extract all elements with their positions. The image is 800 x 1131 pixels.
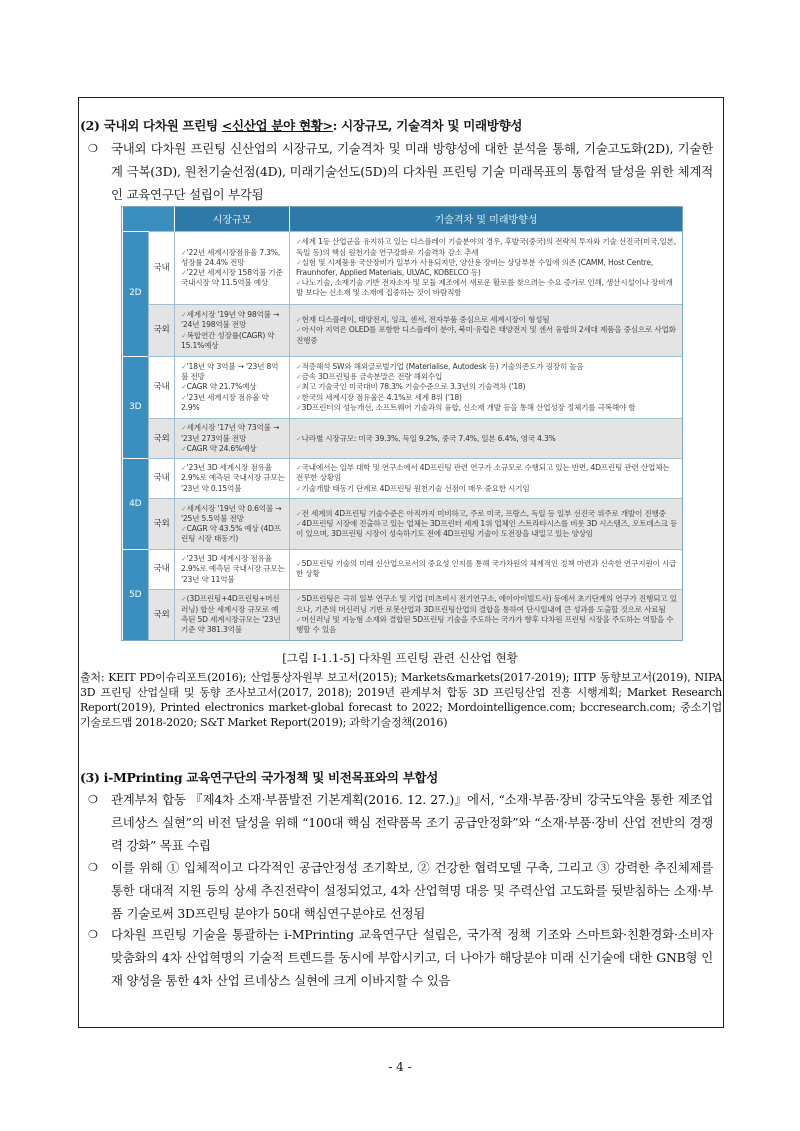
header-tech: 기술격차 및 미래방향성	[290, 207, 683, 231]
table-row	[123, 231, 683, 305]
tech-cell	[290, 231, 683, 305]
market-cell	[175, 459, 290, 499]
tech-cell	[290, 589, 683, 640]
dimension-label: 3D	[123, 356, 149, 458]
header-market: 시장규모	[175, 207, 290, 231]
dimension-label: 5D	[123, 550, 149, 640]
tech-item: ✓ 머신러닝 및 지능형 소재와 결합된 5D프린팅 기술을 주도하는 국가가 향후 다차원 프린팅 시장을 주도하는 역할을 수행할 수 있음	[296, 615, 678, 635]
region-label: 국외	[149, 498, 175, 549]
table-row	[123, 356, 683, 419]
market-cell	[175, 419, 290, 459]
tech-cell	[290, 459, 683, 499]
figure-source: 출처: KEIT PD이슈리포트(2016); 산업통상자원부 보고서(2015); Markets&markets(2017-2019); IITP 동향보고서(2019), NIPA 3D 프린팅 산업실태 및 동향 조사보고서(2017, 2018); 2019년 관계부처 합동 3D 프린팅산업 진흥 시행계획; Market Research Report(2019), Printed electronics market-global forecast to 2022; Mordointelligence.com; bccresearch.com; 중소기업 기술로드맵 2018-2020; S&T Market Report(2019); 과학기술정책(2016)	[80, 671, 722, 729]
tech-item: ✓ 세계 1등 산업군을 유지하고 있는 디스플레이 기술분야의 경우, 후발국(중국)의 전략적 투자와 기술 선진국(미국,일본,독일 등)의 핵심 원천기술 연구강화로 기술격차 감소 추세	[296, 237, 678, 257]
tech-item: ✓ 적층해석 SW와 해외글로벌기업 (Materialise, Autodesk 등) 기술의존도가 굉장히 높음	[296, 362, 678, 372]
region-label: 국외	[149, 589, 175, 640]
table-row	[123, 589, 683, 640]
region-label: 국내	[149, 550, 175, 590]
tech-item: ✓ 5D프린팅은 극히 일부 연구소 및 기업 (미츠비시 전기연구소, 에이아이빌드사) 등에서 초기단계의 연구가 진행되고 있으나, 기존의 머신러닝 기반 로봇산업과 3D프린팅산업의 결합을 통하여 단시일내에 큰 성과를 도출할 것으로 사료됨	[296, 594, 678, 614]
tech-item: ✓ 금속 3D프린팅용 금속분말은 전량 해외수입	[296, 372, 678, 382]
section2-bullet-text: 국내외 다차원 프린팅 신산업의 시장규모, 기술격차 및 미래 방향성에 대한 분석을 통해, 기술고도화(2D), 기술한계 극복(3D), 원천기술선점(4D), 미래기술선도(5D)의 다차원 프린팅 기술 미래목표의 통합적 달성을 위한 체계적인 교육연구단 설립이 부각됨	[111, 141, 713, 202]
market-item: ✓ CAGR 약 24.6%예상	[181, 444, 285, 454]
table-row	[123, 459, 683, 499]
market-item: ✓ '23년 3D 세계시장 점유율 2.9%로 예측된 국내시장 규모는 '23년 약 11억불	[181, 554, 285, 585]
table-header-row	[123, 207, 683, 231]
market-item: ✓ '22년 세계시장점유율 7.3%, 성장률 24.4% 전망	[181, 248, 285, 268]
section2-heading	[80, 116, 522, 134]
region-label: 국내	[149, 459, 175, 499]
market-cell	[175, 356, 290, 419]
bullet-marker: ❍	[88, 928, 98, 941]
market-cell	[175, 498, 290, 549]
header-corner	[123, 207, 175, 231]
tech-item: ✓ 4D프린팅 시장에 진출하고 있는 업체는 3D프린터 세계 1위 업체인 스트라타시스를 비롯 3D 시스템즈, 오토데스크 등이 있으며, 3D프린팅 시장이 성숙하기도 전에 4D프린팅 기술이 도전장을 내밀고 있는 양상임	[296, 519, 678, 539]
tech-cell	[290, 356, 683, 419]
market-cell	[175, 231, 290, 305]
tech-item: ✓ 아시아 지역은 OLED를 포함한 디스플레이 분야, 북미·유럽은 태양전지 및 센서 융합의 2세대 제품을 중심으로 사업화 진행중	[296, 325, 678, 345]
tech-item: ✓ 기술개발 태동기 단계로 4D프린팅 원천기술 선점이 매우 중요한 시기임	[296, 484, 678, 494]
section2-heading-underlined: <신산업 분야 현황>	[221, 118, 333, 133]
industry-status-table	[122, 207, 682, 640]
region-label: 국내	[149, 231, 175, 305]
region-label: 국외	[149, 419, 175, 459]
market-cell	[175, 305, 290, 356]
industry-status-figure	[121, 206, 683, 641]
market-cell	[175, 550, 290, 590]
page-number: - 4 -	[388, 1060, 412, 1074]
section3-bullet-text: 다차원 프린팅 기술을 통괄하는 i-MPrinting 교육연구단 설립은, 국가적 정책 기조와 스마트화·친환경화·소비자 맞춤화의 4차 산업혁명의 기술적 트렌드를 동시에 부합시키고, 더 나아가 해당분야 미래 신기술에 대한 GNB형 인재 양성을 통한 4차 산업 르네상스 실현에 크게 이바지할 수 있음	[111, 927, 713, 988]
market-cell	[175, 589, 290, 640]
section2-bullet	[88, 137, 713, 206]
market-item: ✓ CAGR 약 21.7%예상	[181, 382, 285, 392]
section3-bullet-text: 이를 위해 ① 입체적이고 다각적인 공급안정성 조기확보, ② 건강한 협력모델 구축, 그리고 ③ 강력한 추진체제를 통한 대대적 지원 등의 상세 추진전략이 설정되었고, 4차 산업혁명 대응 및 주력산업 고도화를 뒷받침하는 소재·부품 기술로써 3D프린팅 분야가 50대 핵심연구분야로 선정됨	[111, 860, 713, 921]
dimension-label: 4D	[123, 459, 149, 550]
region-label: 국내	[149, 356, 175, 419]
market-item: ✓ '18년 약 3억불 → '23년 8억불 전망	[181, 362, 285, 382]
section3-bullet-text: 관계부처 합동 『제4차 소재·부품발전 기본계획(2016. 12. 27.)』에서, “소재·부품·장비 강국도약을 통한 제조업 르네상스 실현”의 비전 달성을 위해 “100대 핵심 전략품목 조기 공급안정화”와 “소재·부품·장비 산업 전반의 경쟁력 강화” 목표 수립	[111, 792, 713, 853]
market-item: ✓ 복합연간 성장률(CAGR) 약 15.1%예상	[181, 331, 285, 351]
tech-item: ✓ 나노기술, 소재기술 기반 전자소자 및 모듈 제조에서 새로운 활로를 찾으려는 수요 증가로 인해, 생산시설이나 장비개발 보다는 신소재 및 소재에 집중하는 것이 바람직함	[296, 278, 678, 298]
table-row	[123, 550, 683, 590]
market-item: ✓ '23년 세계시장 점유율 약 2.9%	[181, 393, 285, 413]
bullet-marker: ❍	[88, 861, 98, 874]
section3-bullet-2	[88, 856, 713, 925]
section3-heading: (3) i-MPrinting 교육연구단의 국가정책 및 비전목표와의 부합성	[80, 770, 439, 785]
section2-heading-prefix: (2) 국내외 다차원 프린팅	[80, 118, 222, 133]
section3-bullet-1	[88, 788, 713, 857]
tech-cell	[290, 550, 683, 590]
market-item: ✓ (3D프린팅+4D프린팅+머신러닝) 합산 세계시장 규모로 예측된 5D 세계시장규모는 '23년 기준 약 381.3억불	[181, 594, 285, 635]
tech-item: ✓ 전 세계의 4D프린팅 기술수준은 아직까지 미비하고, 주로 미국, 프랑스, 독일 등 일부 선진국 위주로 개발이 진행중	[296, 509, 678, 519]
tech-item: ✓ 5D프린팅 기술의 미래 신산업으로서의 중요성 인지를 통해 국가차원의 체계적인 정책 마련과 신속한 연구지원이 시급한 상황	[296, 559, 678, 579]
figure-caption: [그림 Ⅰ-1.1-5] 다차원 프린팅 관련 신산업 현황	[282, 651, 518, 665]
tech-cell	[290, 305, 683, 356]
market-item: ✓ 세계시장 '19년 약 0.6억불 → '25년 5.5억불 전망	[181, 504, 285, 524]
tech-item: ✓ 최고 기술국인 미국대비 78.3% 기술수준으로 3.3년의 기술격차 ('18)	[296, 382, 678, 392]
tech-item: ✓ 한국의 세계시장 점유율은 4.1%로 세계 8위 ('18)	[296, 393, 678, 403]
section3-bullet-3	[88, 923, 713, 992]
market-item: ✓ CAGR 약 43.5% 예상 (4D프린팅 시장 태동기)	[181, 524, 285, 544]
table-row	[123, 305, 683, 356]
tech-item: ✓ 나라별 시장규모: 미국 39.3%, 독일 9.2%, 중국 7.4%, 일본 6.4%, 영국 4.3%	[296, 434, 678, 444]
market-item: ✓ 세계시장 '17년 약 73억불 → '23년 273억불 전망	[181, 423, 285, 443]
region-label: 국외	[149, 305, 175, 356]
market-item: ✓ '23년 3D 세계시장 점유율 2.9%로 예측된 국내시장 규모는 '23년 약 0.15억불	[181, 463, 285, 494]
tech-item: ✓ 현재 디스플레이, 태양전지, 잉크, 센서, 전자부품 중심으로 세계시장이 형성됨	[296, 315, 678, 325]
table-row	[123, 498, 683, 549]
bullet-marker: ❍	[88, 142, 98, 155]
tech-item: ✓ 3D프린터의 성능개선, 소프트웨어 기술과의 융합, 신소재 개발 등을 통해 산업성장 정체기를 극복해야 함	[296, 403, 678, 413]
tech-cell	[290, 419, 683, 459]
tech-item: ✓ 실험 및 시제품용 국산장비가 일부가 사용되지만, 양산용 장비는 상당부분 수입에 의존 (CAMM, Host Centre, Fraunhofer, Applied Materials, ULVAC, KOBELCO 등)	[296, 258, 678, 278]
table-row	[123, 419, 683, 459]
market-item: ✓ '22년 세계시장 158억불 기준 국내시장 약 11.5억불 예상	[181, 268, 285, 288]
market-item: ✓ 세계시장 '19년 약 98억불 → '24년 198억불 전망	[181, 310, 285, 330]
bullet-marker: ❍	[88, 793, 98, 806]
tech-cell	[290, 498, 683, 549]
tech-item: ✓ 국내에서는 일부 대학 및 연구소에서 4D프린팅 관련 연구가 소규모로 수행되고 있는 반면, 4D프린팅 관련 산업체는 전무한 상황임	[296, 463, 678, 483]
section2-heading-suffix: : 시장규모, 기술격차 및 미래방향성	[332, 118, 523, 133]
dimension-label: 2D	[123, 231, 149, 356]
